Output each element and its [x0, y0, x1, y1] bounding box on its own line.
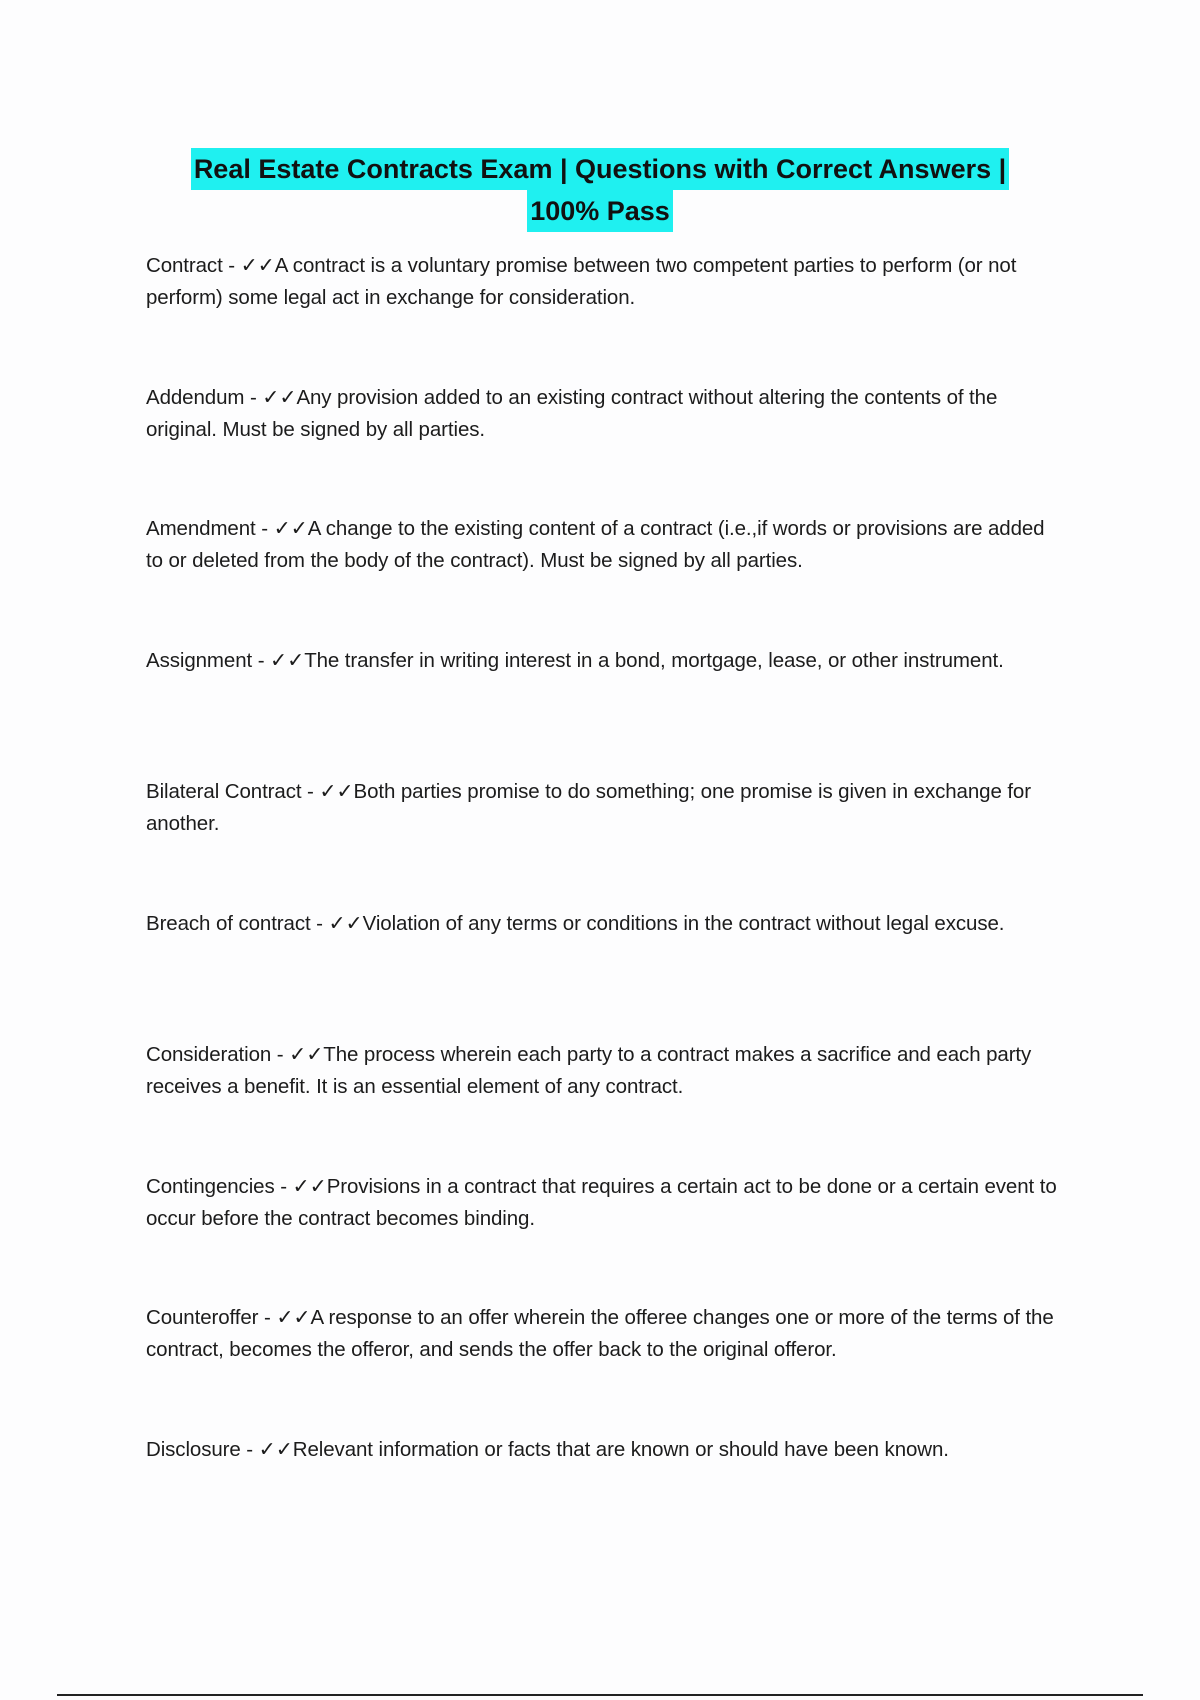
entry-separator: -: [258, 1306, 277, 1329]
definition-entry: [146, 250, 1066, 382]
entry-definition: A change to the existing content of a contract (i.e.,if words or provisions are added to or deleted from the body of the contract). Must be signed by all parties.: [146, 517, 1045, 572]
definition-entry: [146, 908, 1066, 1040]
document-title: [0, 148, 1200, 232]
definition-entry: [146, 645, 1066, 777]
checkmark-icon: ✓✓: [289, 1043, 324, 1066]
definition-entry: [146, 1302, 1066, 1434]
title-line-2: 100% Pass: [527, 190, 673, 232]
entry-term: Assignment: [146, 648, 253, 672]
entry-definition: Provisions in a contract that requires a certain act to be done or a certain event to occur before the contract becomes binding.: [146, 1174, 1057, 1230]
definition-entry: [146, 1171, 1066, 1303]
checkmark-icon: ✓✓: [328, 911, 363, 935]
checkmark-icon: ✓✓: [319, 780, 354, 803]
entry-term: Disclosure: [146, 1437, 241, 1461]
checkmark-icon: ✓✓: [262, 385, 297, 409]
definition-entry: [146, 513, 1066, 645]
entry-term: Counteroffer: [146, 1306, 259, 1329]
entry-separator: -: [255, 517, 274, 540]
entry-definition: Violation of any terms or conditions in the contract without legal excuse.: [362, 911, 1005, 935]
entry-separator: -: [240, 1437, 259, 1461]
footer-divider: [57, 1694, 1143, 1696]
entry-term: Consideration: [146, 1043, 272, 1066]
entry-separator: -: [252, 648, 271, 672]
entry-definition: The process wherein each party to a contract makes a sacrifice and each party receives a benefit. It is an essential element of any contract.: [146, 1043, 1032, 1098]
entry-term: Bilateral Contract: [146, 780, 302, 803]
entry-definition: Any provision added to an existing contract without altering the contents of the original. Must be signed by all parties.: [146, 385, 998, 441]
checkmark-icon: ✓✓: [292, 1174, 327, 1198]
definitions-list: [146, 250, 1066, 1565]
entry-separator: -: [301, 780, 320, 803]
checkmark-icon: ✓✓: [240, 254, 275, 277]
definition-entry: [146, 1434, 1066, 1566]
title-line-1: Real Estate Contracts Exam | Questions with Correct Answers |: [191, 148, 1009, 190]
entry-term: Breach of contract: [146, 911, 311, 935]
definition-entry: [146, 382, 1066, 514]
entry-term: Amendment: [146, 517, 256, 540]
entry-definition: The transfer in writing interest in a bond, mortgage, lease, or other instrument.: [304, 648, 1004, 672]
entry-definition: A contract is a voluntary promise between two competent parties to perform (or not perform) some legal act in exchange for consideration.: [146, 254, 1017, 309]
entry-definition: A response to an offer wherein the offeree changes one or more of the terms of the contract, becomes the offeror, and sends the offer back to the original offeror.: [146, 1306, 1054, 1361]
definition-entry: [146, 776, 1066, 908]
entry-definition: Relevant information or facts that are known or should have been known.: [292, 1437, 949, 1461]
entry-separator: -: [271, 1043, 290, 1066]
entry-separator: -: [310, 911, 329, 935]
checkmark-icon: ✓✓: [258, 1437, 293, 1461]
definition-entry: [146, 1039, 1066, 1171]
checkmark-icon: ✓✓: [273, 517, 308, 540]
entry-term: Contract: [146, 254, 223, 277]
entry-separator: -: [274, 1174, 293, 1198]
entry-term: Contingencies: [146, 1174, 275, 1198]
checkmark-icon: ✓✓: [270, 648, 305, 672]
entry-separator: -: [244, 385, 263, 409]
checkmark-icon: ✓✓: [276, 1306, 311, 1329]
entry-term: Addendum: [146, 385, 245, 409]
entry-definition: Both parties promise to do something; one promise is given in exchange for another.: [146, 780, 1031, 835]
entry-separator: -: [222, 254, 241, 277]
